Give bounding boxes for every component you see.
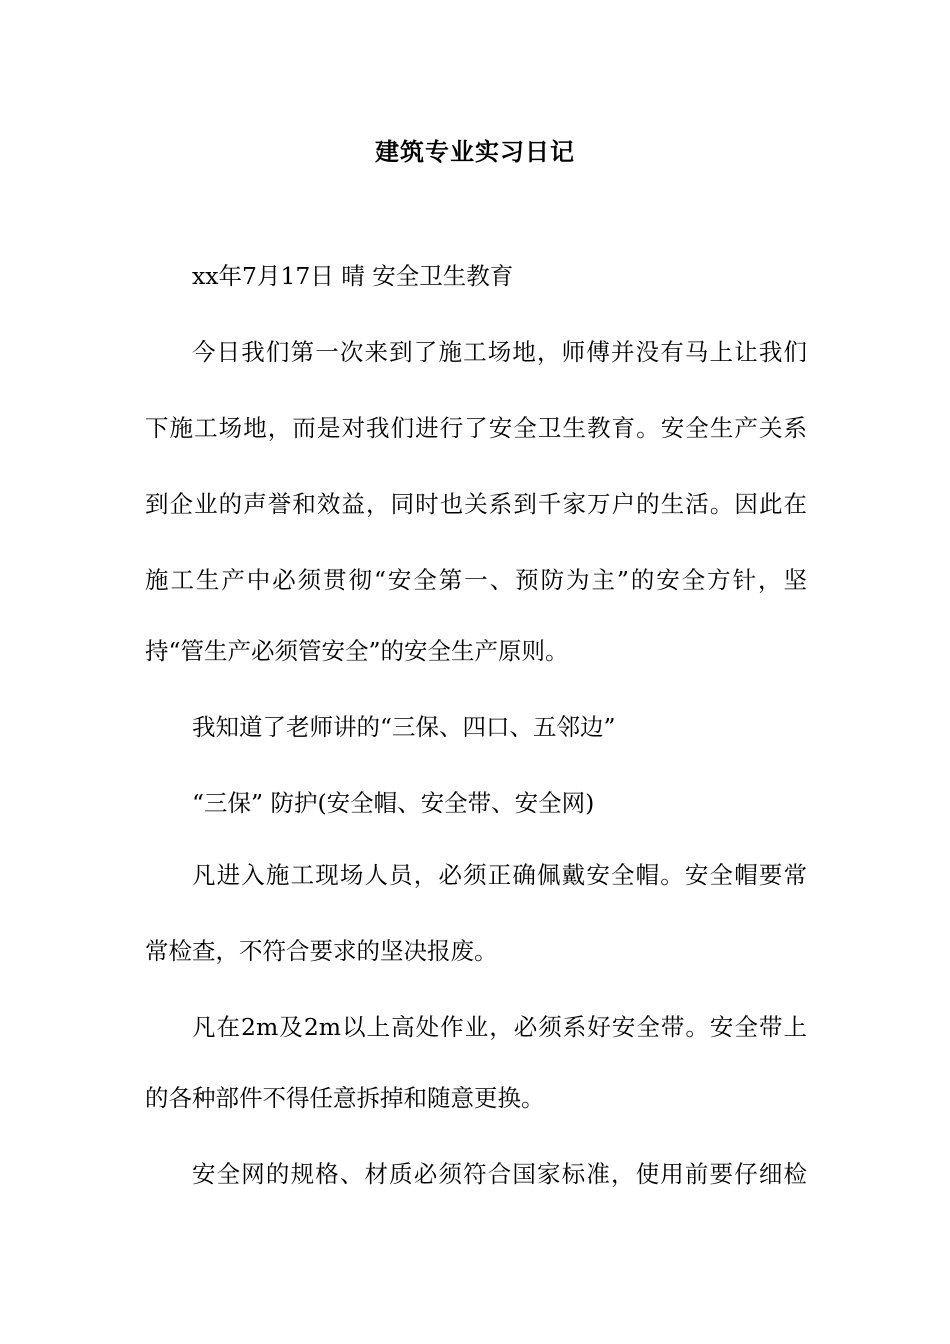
- paragraph-line: 施工生产中必须贯彻“安全第一、预防为主”的安全方针，坚: [145, 566, 807, 594]
- document-title: 建筑专业实习日记: [375, 138, 575, 166]
- paragraph-line: 下施工场地，而是对我们进行了安全卫生教育。安全生产关系: [145, 414, 807, 442]
- paragraph-line: 持“管生产必须管安全”的安全生产原则。: [145, 637, 569, 665]
- paragraph-line: 凡进入施工现场人员，必须正确佩戴安全帽。安全帽要常: [192, 861, 807, 889]
- paragraph-line: “三保” 防护(安全帽、安全带、安全网): [192, 789, 595, 817]
- paragraph-line: 的各种部件不得任意拆掉和随意更换。: [145, 1084, 545, 1112]
- diary-date-line: xx年7月17日 晴 安全卫生教育: [192, 262, 514, 290]
- paragraph-line: 凡在2m及2m以上高处作业，必须系好安全带。安全带上: [192, 1013, 807, 1041]
- paragraph-line: 我知道了老师讲的“三保、四口、五邻边”: [192, 713, 616, 741]
- paragraph-line: 安全网的规格、材质必须符合国家标准，使用前要仔细检: [192, 1160, 807, 1188]
- paragraph-line: 到企业的声誉和效益，同时也关系到千家万户的生活。因此在: [145, 490, 807, 518]
- paragraph-line: 常检查，不符合要求的坚决报废。: [145, 937, 498, 965]
- paragraph-line: 今日我们第一次来到了施工场地，师傅并没有马上让我们: [192, 338, 807, 366]
